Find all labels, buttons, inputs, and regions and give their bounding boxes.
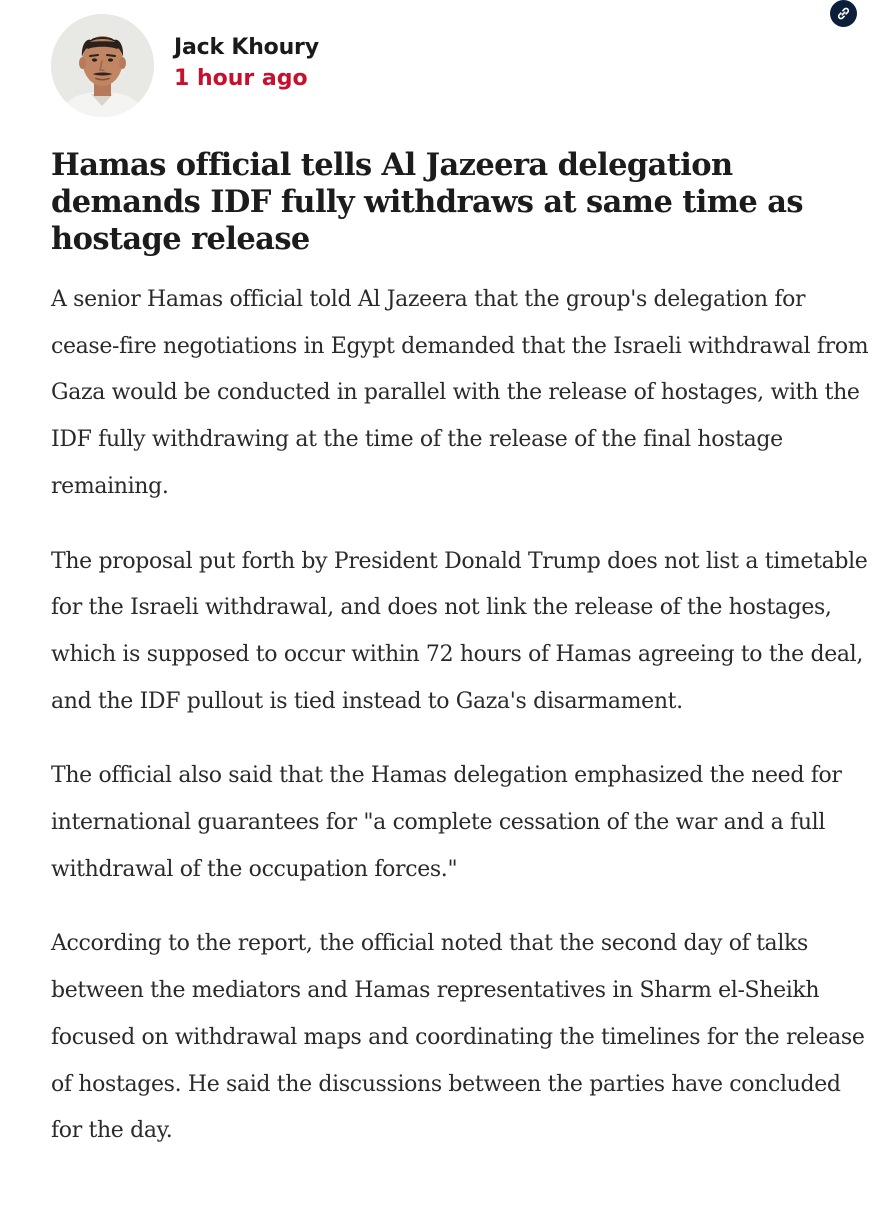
- article-paragraph: According to the report, the official noted that the second day of talks between the mediators and Hamas representatives in Sharm el-Sheikh focused on withdrawal maps and coordinating the timelines for the release of hostages. He said the discussions between the parties have concluded for the day.: [51, 931, 865, 1144]
- author-meta: [174, 33, 319, 94]
- post-timestamp: 1 hour ago: [174, 66, 308, 91]
- article-paragraph: A senior Hamas official told Al Jazeera that the group's delegation for cease-fire negotiations in Egypt demanded that the Israeli withdrawal from Gaza would be conducted in parallel with the release of hostages, with the IDF fully withdrawing at the time of the release of the final hostage remaining.: [51, 287, 869, 499]
- link-icon: [836, 6, 851, 21]
- author-name[interactable]: Jack Khoury: [174, 35, 319, 60]
- article-paragraph: The official also said that the Hamas delegation emphasized the need for international guarantees for "a complete cessation of the war and a full withdrawal of the occupation forces.": [51, 763, 842, 882]
- article-paragraph: The proposal put forth by President Donald Trump does not list a timetable for the Israeli withdrawal, and does not link the release of the hostages, which is supposed to occur within 72 hours of Hamas agreeing to the deal, and the IDF pullout is tied instead to Gaza's disarmament.: [51, 548, 868, 714]
- avatar-photo-icon: [51, 14, 154, 117]
- avatar[interactable]: [51, 14, 154, 117]
- author-block: [51, 14, 319, 117]
- article-body: [51, 277, 873, 1183]
- copy-link-button[interactable]: [830, 0, 857, 27]
- post-headline: Hamas official tells Al Jazeera delegation demands IDF fully withdraws at same time as hostage release: [51, 147, 803, 257]
